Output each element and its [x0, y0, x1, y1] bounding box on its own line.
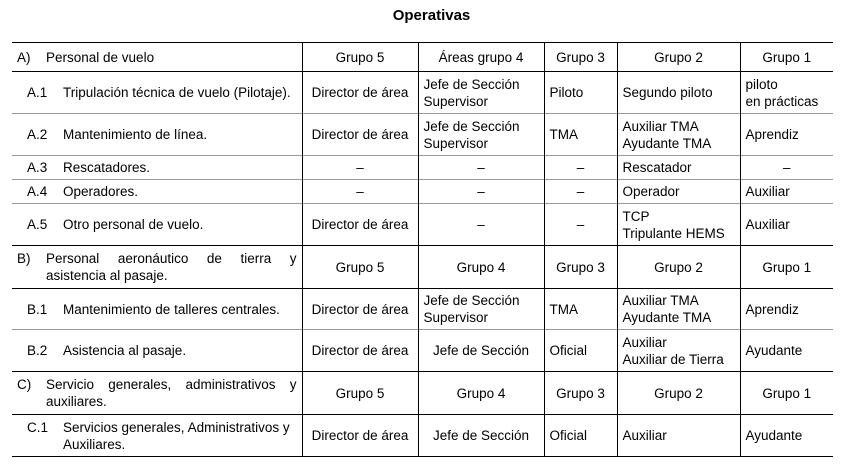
cell-g2: Auxiliar TMA Ayudante TMA: [617, 114, 740, 156]
table-row: [12, 156, 833, 180]
table-row: [12, 114, 833, 156]
cell-g5: –: [302, 180, 418, 204]
cell-g1: Auxiliar: [740, 180, 833, 204]
cell-g3: Oficial: [544, 415, 617, 457]
section-title-cell: [12, 43, 302, 72]
cell-g4: Jefe de Sección: [418, 330, 544, 372]
column-header: Grupo 4: [418, 246, 544, 289]
cell-g5: Director de área: [302, 289, 418, 330]
cell-g4: Jefe de Sección Supervisor: [418, 114, 544, 156]
cell-g4: –: [418, 180, 544, 204]
row-code: A.5: [27, 217, 48, 232]
row-code: B.1: [27, 301, 48, 317]
section-label: Servicio generales, administrativos y auxiliares.: [46, 377, 297, 409]
column-header: Grupo 2: [617, 43, 740, 72]
section-header-row: [12, 372, 833, 415]
column-header: Grupo 5: [302, 246, 418, 289]
cell-g3: –: [544, 156, 617, 180]
cell-g4: –: [418, 156, 544, 180]
section-header-row: [12, 246, 833, 289]
column-header: Grupo 4: [418, 372, 544, 415]
row-title-cell: [12, 204, 302, 246]
cell-g4: Jefe de Sección Supervisor: [418, 72, 544, 114]
section-label: Personal aeronáutico de tierra y asistencia al pasaje.: [46, 251, 297, 283]
cell-g2: TCP Tripulante HEMS: [617, 204, 740, 246]
row-title-cell: [12, 156, 302, 180]
cell-g3: TMA: [544, 114, 617, 156]
row-title-cell: [12, 415, 302, 457]
column-header: Grupo 1: [740, 43, 833, 72]
operativas-table: [12, 42, 833, 457]
table-row: [12, 180, 833, 204]
row-title-cell: [12, 72, 302, 114]
column-header: Grupo 1: [740, 372, 833, 415]
cell-g5: Director de área: [302, 72, 418, 114]
cell-g1: Ayudante: [740, 415, 833, 457]
row-code: A.2: [27, 127, 48, 142]
column-header: Grupo 1: [740, 246, 833, 289]
row-code: A.3: [27, 160, 48, 175]
section-code: C): [17, 377, 32, 392]
cell-g2: Rescatador: [617, 156, 740, 180]
cell-g5: Director de área: [302, 415, 418, 457]
row-label: Mantenimiento de línea.: [63, 127, 208, 142]
table-row: [12, 415, 833, 457]
column-header: Grupo 3: [544, 372, 617, 415]
cell-g3: Piloto: [544, 72, 617, 114]
section-code: B): [17, 251, 31, 266]
column-header: Áreas grupo 4: [418, 43, 544, 72]
row-label: Rescatadores.: [63, 160, 151, 175]
row-title-cell: [12, 289, 302, 330]
cell-g2: Auxiliar TMA Ayudante TMA: [617, 289, 740, 330]
column-header: Grupo 2: [617, 372, 740, 415]
column-header: Grupo 2: [617, 246, 740, 289]
cell-g5: Director de área: [302, 330, 418, 372]
cell-g2: Operador: [617, 180, 740, 204]
row-code: A.1: [27, 85, 48, 100]
column-header: Grupo 3: [544, 246, 617, 289]
row-code: A.4: [27, 184, 48, 199]
cell-g2: Auxiliar: [617, 415, 740, 457]
row-label: Servicios generales, Administrativos y Auxiliares.: [63, 419, 290, 452]
column-header: Grupo 5: [302, 43, 418, 72]
row-label: Otro personal de vuelo.: [63, 217, 204, 232]
row-label: Asistencia al pasaje.: [63, 343, 187, 358]
cell-g1: Aprendiz: [740, 114, 833, 156]
cell-g1: Auxiliar: [740, 204, 833, 246]
page-title: Operativas: [392, 7, 471, 24]
cell-g3: –: [544, 180, 617, 204]
section-title-cell: [12, 372, 302, 415]
section-header-row: [12, 43, 833, 72]
cell-g5: Director de área: [302, 114, 418, 156]
cell-g4: Jefe de Sección Supervisor: [418, 289, 544, 330]
section-label: Personal de vuelo: [46, 49, 155, 65]
row-code: C.1: [27, 419, 49, 435]
cell-g2: Segundo piloto: [617, 72, 740, 114]
row-title-cell: [12, 180, 302, 204]
cell-g4: –: [418, 204, 544, 246]
cell-g5: Director de área: [302, 204, 418, 246]
row-label: Tripulación técnica de vuelo (Pilotaje).: [63, 85, 291, 100]
table-row: [12, 330, 833, 372]
cell-g3: TMA: [544, 289, 617, 330]
column-header: Grupo 3: [544, 43, 617, 72]
cell-g2: Auxiliar Auxiliar de Tierra: [617, 330, 740, 372]
row-code: B.2: [27, 343, 48, 358]
table-row: [12, 204, 833, 246]
table-row: [12, 289, 833, 330]
cell-g3: Oficial: [544, 330, 617, 372]
row-title-cell: [12, 114, 302, 156]
row-label: Operadores.: [63, 184, 139, 199]
table-row: [12, 72, 833, 114]
column-header: Grupo 5: [302, 372, 418, 415]
cell-g3: –: [544, 204, 617, 246]
cell-g1: Ayudante: [740, 330, 833, 372]
cell-g1: Aprendiz: [740, 289, 833, 330]
section-code: A): [17, 49, 31, 65]
cell-g1: piloto en prácticas: [740, 72, 833, 114]
section-title-cell: [12, 246, 302, 289]
row-title-cell: [12, 330, 302, 372]
cell-g4: Jefe de Sección: [418, 415, 544, 457]
row-label: Mantenimiento de talleres centrales.: [63, 301, 280, 317]
cell-g1: –: [740, 156, 833, 180]
cell-g5: –: [302, 156, 418, 180]
